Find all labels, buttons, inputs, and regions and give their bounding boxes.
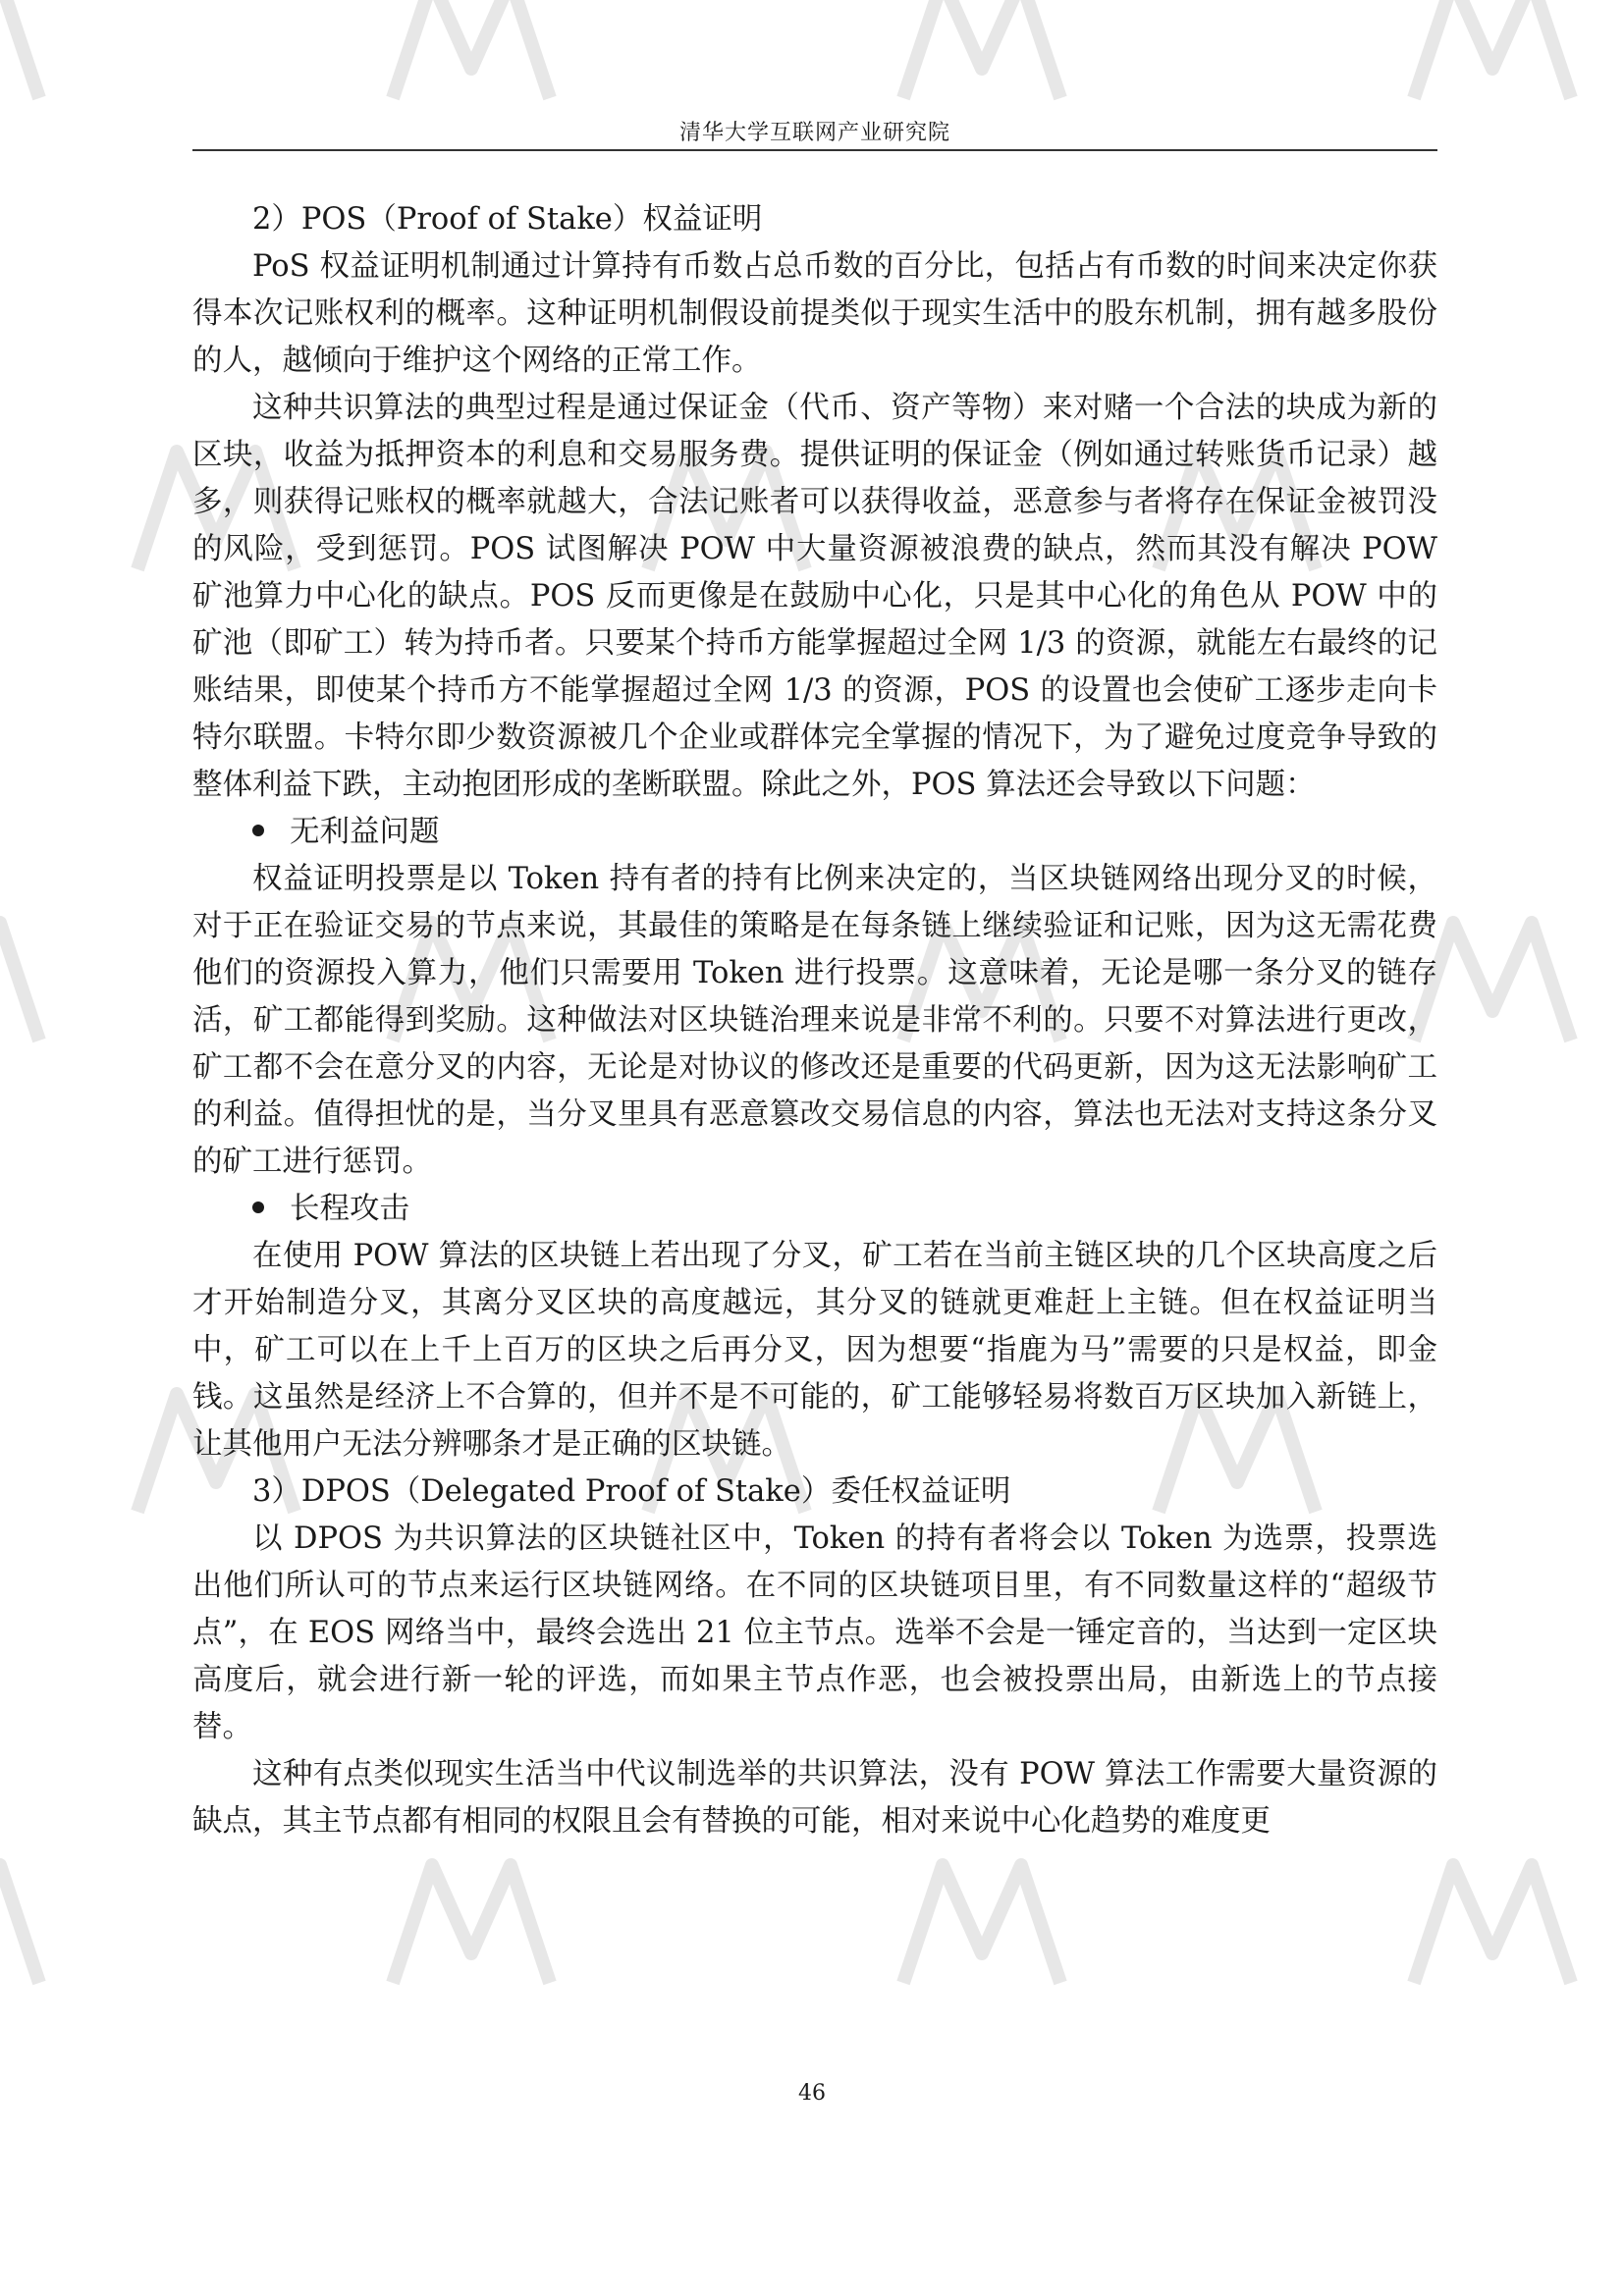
watermark-logo-mark — [903, 0, 1060, 98]
paragraph: 在使用 POW 算法的区块链上若出现了分叉，矿工若在当前主链区块的几个区块高度之后才开始制造分叉，其离分叉区块的高度越远，其分叉的链就更难赶上主链。但在权益证明当中，矿工可以在上千上百万的区块之后再分叉，因为想要“指鹿为马”需要的只是权益，即金钱。这虽然是经济上不合算的，但并不是不可能的，矿工能够轻易将数百万区块加入新链上，让其他用户无法分辨哪条才是正确的区块链。 — [192, 1239, 1437, 1462]
watermark-logo-mark — [393, 1865, 550, 1983]
page-header: 清华大学互联网产业研究院 — [678, 121, 950, 145]
section-heading: 2）POS（Proof of Stake）权益证明 — [252, 202, 763, 237]
bullet-icon — [252, 1201, 264, 1213]
watermark-logo-mark — [0, 0, 39, 98]
document-body — [192, 196, 1437, 1845]
paragraph: 这种有点类似现实生活当中代议制选举的共识算法，没有 POW 算法工作需要大量资源的缺点，其主节点都有相同的权限且会有替换的可能，相对来说中心化趋势的难度更 — [192, 1757, 1437, 1839]
watermark-logo-mark — [1414, 0, 1571, 98]
page-number: 46 — [798, 2081, 826, 2106]
section-heading: 3）DPOS（Delegated Proof of Stake）委任权益证明 — [252, 1474, 1011, 1509]
header-divider — [192, 149, 1437, 151]
bullet-icon — [252, 825, 264, 836]
paragraph: 以 DPOS 为共识算法的区块链社区中，Token 的持有者将会以 Token 为选票，投票选出他们所认可的节点来运行区块链网络。在不同的区块链项目里，有不同数量这样的“超级节点”，在 EOS 网络当中，最终会选出 21 位主节点。选举不会是一锤定音的，当达到一定区块高度后，就会进行新一轮的评选，而如果主节点作恶，也会被投票出局，由新选上的节点接替。 — [192, 1522, 1437, 1744]
paragraph: 这种共识算法的典型过程是通过保证金（代币、资产等物）来对赌一个合法的块成为新的区块，收益为抵押资本的利息和交易服务费。提供证明的保证金（例如通过转账货币记录）越多，则获得记账权的概率就越大，合法记账者可以获得收益，恶意参与者将存在保证金被罚没的风险，受到惩罚。POS 试图解决 POW 中大量资源被浪费的缺点，然而其没有解决 POW 矿池算力中心化的缺点。POS 反而更像是在鼓励中心化，只是其中心化的角色从 POW 中的矿池（即矿工）转为持币者。只要某个持币方能掌握超过全网 1/3 的资源，就能左右最终的记账结果，即使某个持币方不能掌握超过全网 1/3 的资源，POS 的设置也会使矿工逐步走向卡特尔联盟。卡特尔即少数资源被几个企业或群体完全掌握的情况下，为了避免过度竞争导致的整体利益下跌，主动抱团形成的垄断联盟。除此之外，POS 算法还会导致以下问题： — [192, 391, 1437, 802]
watermark-logo-mark — [1414, 1865, 1571, 1983]
watermark-logo-mark — [0, 1865, 39, 1983]
watermark-logo-mark — [1414, 923, 1571, 1041]
watermark-logo-mark — [0, 923, 39, 1041]
bullet-label: 无利益问题 — [290, 815, 440, 849]
bullet-item — [192, 1186, 1437, 1233]
watermark-logo-mark — [903, 1865, 1060, 1983]
paragraph: 权益证明投票是以 Token 持有者的持有比例来决定的，当区块链网络出现分叉的时候，对于正在验证交易的节点来说，其最佳的策略是在每条链上继续验证和记账，因为这无需花费他们的资源投入算力，他们只需要用 Token 进行投票。这意味着，无论是哪一条分叉的链存活，矿工都能得到奖励。这种做法对区块链治理来说是非常不利的。只要不对算法进行更改，矿工都不会在意分叉的内容，无论是对协议的修改还是重要的代码更新，因为这无法影响矿工的利益。值得担忧的是，当分叉里具有恶意篡改交易信息的内容，算法也无法对支持这条分叉的矿工进行惩罚。 — [192, 862, 1437, 1179]
paragraph: PoS 权益证明机制通过计算持有币数占总币数的百分比，包括占有币数的时间来决定你获得本次记账权利的概率。这种证明机制假设前提类似于现实生活中的股东机制，拥有越多股份的人，越倾向于维护这个网络的正常工作。 — [192, 249, 1437, 378]
bullet-label: 长程攻击 — [290, 1192, 409, 1226]
watermark-logo-mark — [393, 0, 550, 98]
bullet-item — [192, 809, 1437, 856]
